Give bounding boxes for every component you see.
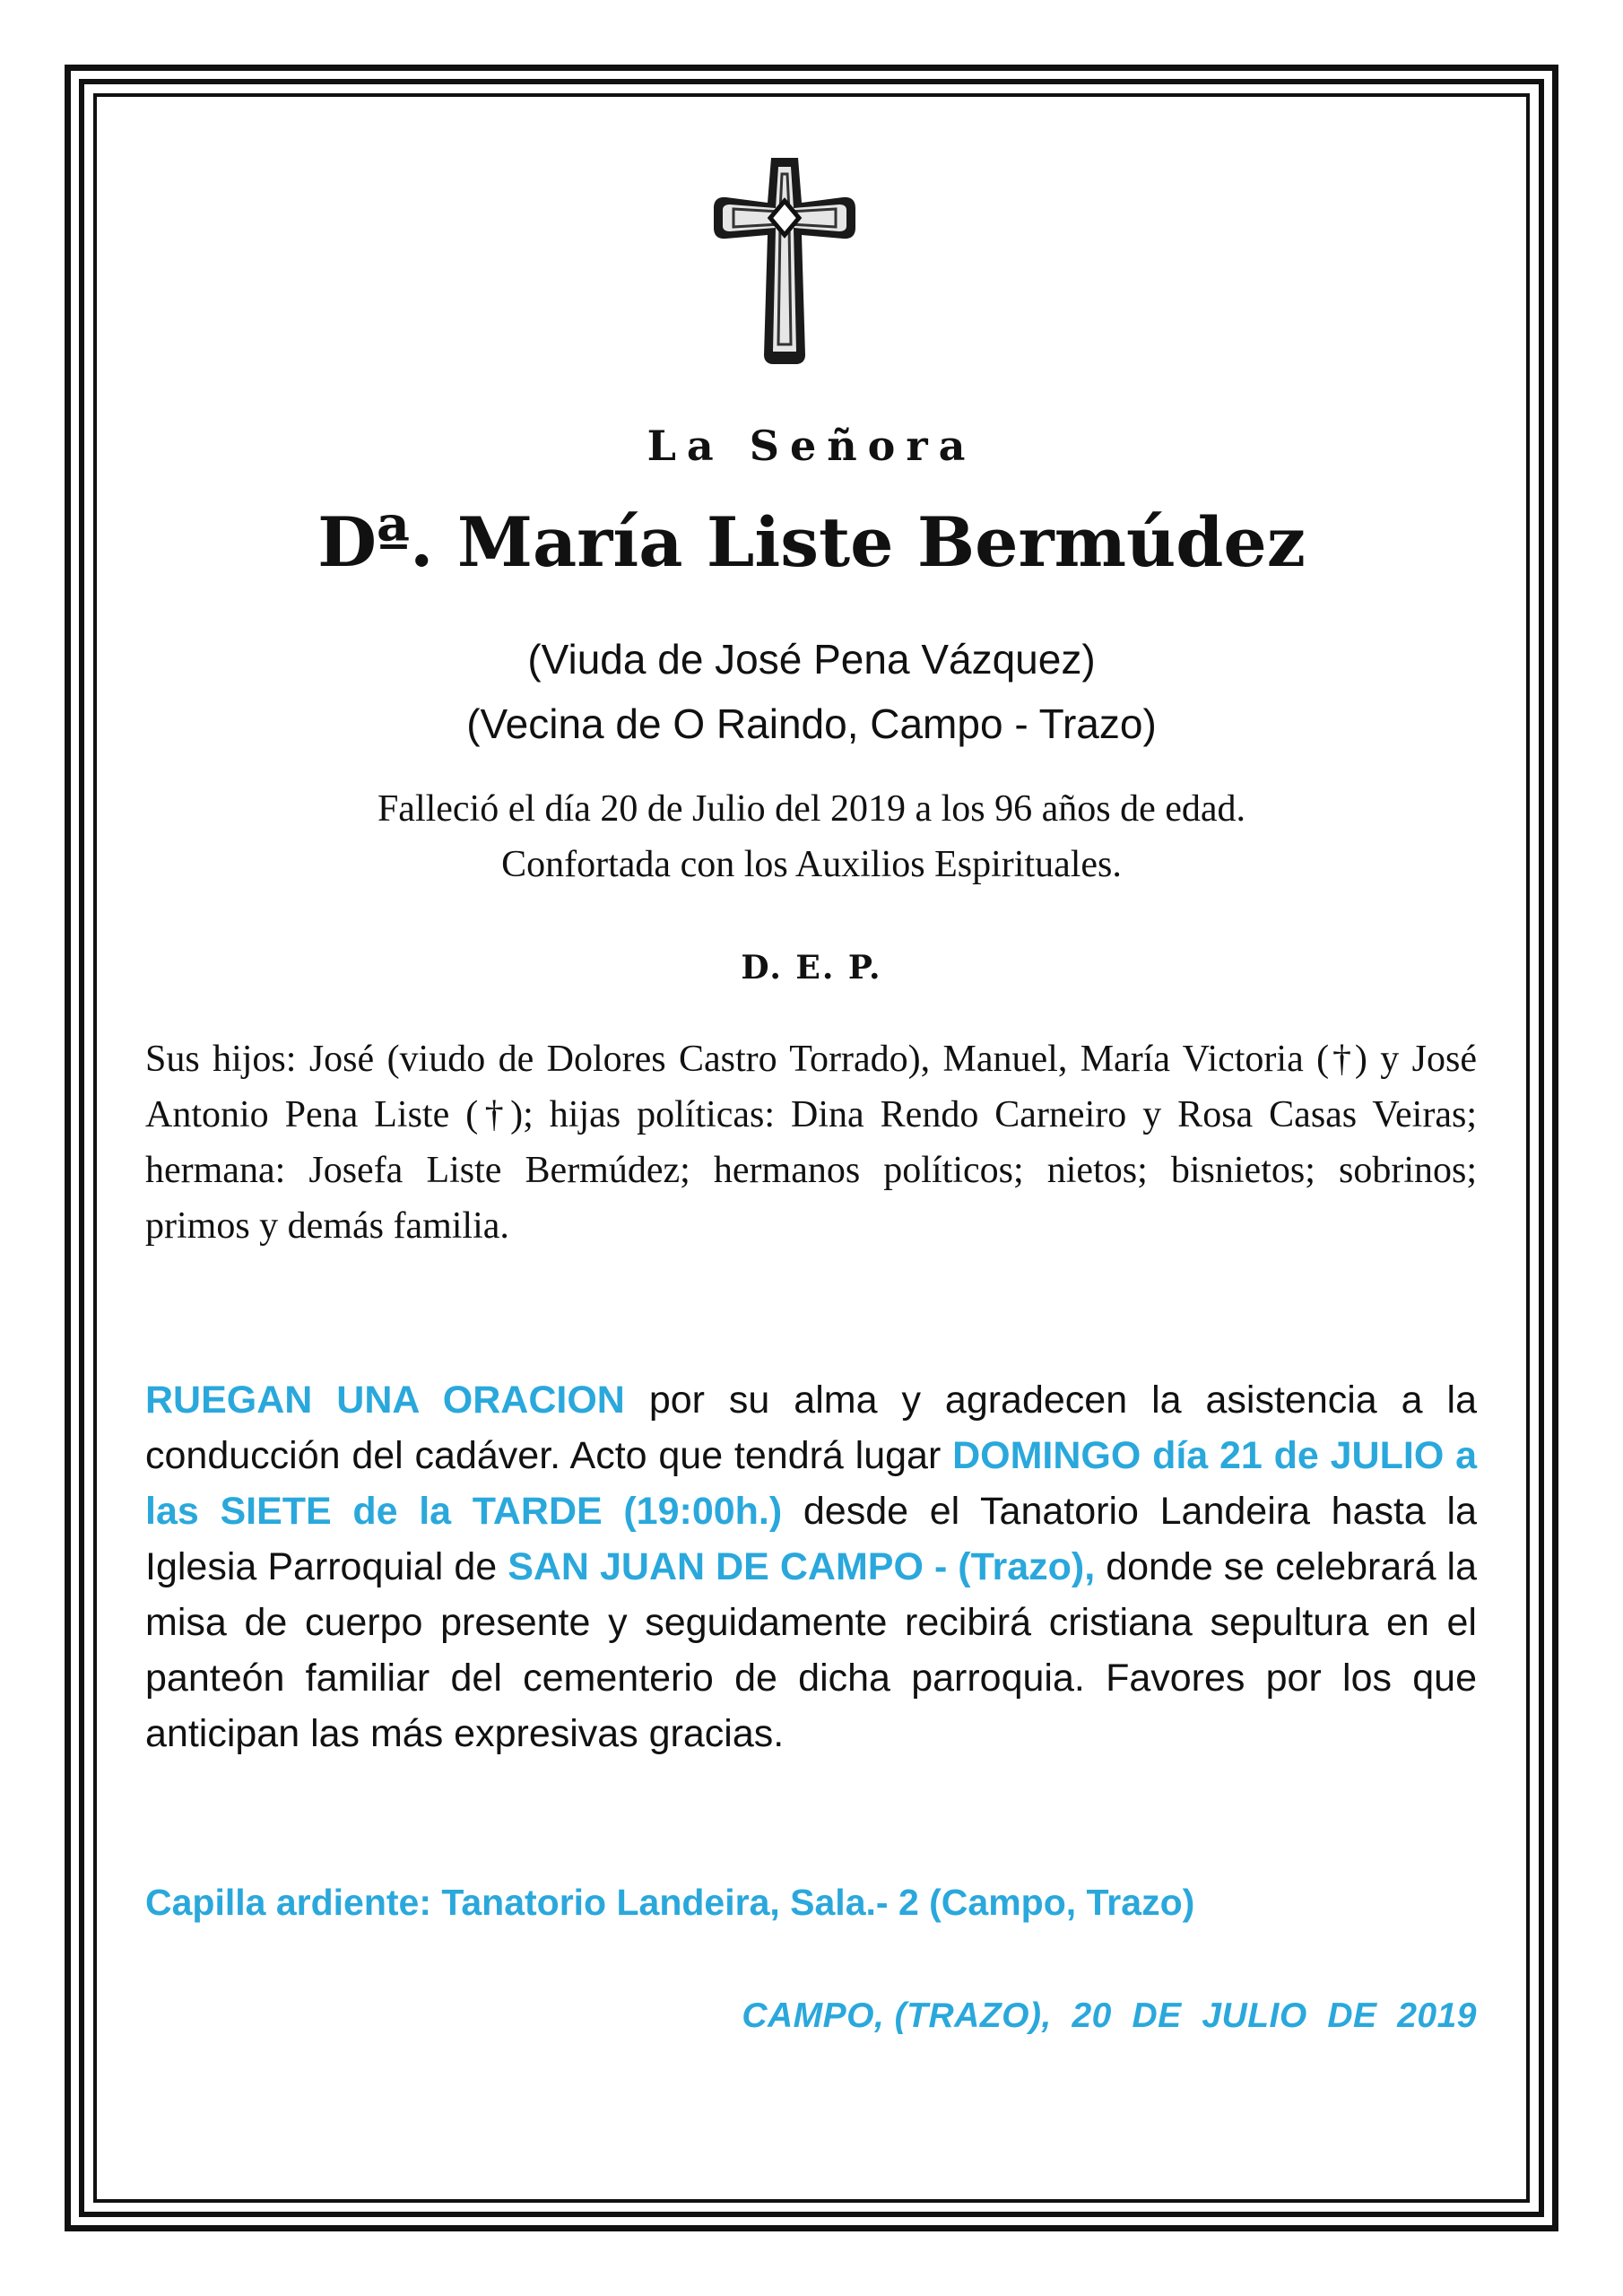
prayer-text-1: por su alma y agradecen la asistencia a la conducción del cadáver. Acto que tendrá lugar xyxy=(145,1378,1477,1477)
prayer-highlight-request: RUEGAN UNA ORACION xyxy=(145,1378,625,1422)
family-paragraph: Sus hijos: José (viudo de Dolores Castro Torrado), Manuel, María Victoria (†) y José Antonio Pena Liste (†); hijas políticas: Dina Rendo Carneiro y Rosa Casas Veiras; hermana: Josefa Liste Bermúdez; hermanos políticos; nietos; bisnietos; sobrinos; primos y demás familia. xyxy=(145,1039,1477,1247)
death-date-line: Falleció el día 20 de Julio del 2019 a los 96 años de edad. xyxy=(377,788,1246,830)
cross-icon xyxy=(708,152,861,368)
prayer-paragraph xyxy=(145,1372,1477,1761)
heading-la-senora: La Señora xyxy=(647,422,976,470)
prayer-highlight-church: SAN JUAN DE CAMPO - (Trazo), xyxy=(508,1545,1096,1588)
comfort-line: Confortada con los Auxilios Espirituales. xyxy=(501,844,1122,885)
prayer-text-2: desde el Tanatorio Landeira hasta la Iglesia Parroquial de xyxy=(145,1490,1477,1588)
residence-line: (Vecina de O Raindo, Campo - Trazo) xyxy=(466,700,1157,747)
prayer-text-3: donde se celebrará la misa de cuerpo presente y seguidamente recibirá cristiana sepultura en el panteón familiar del cementerio de dicha parroquia. Favores por los que anticipan las más expresivas gracias. xyxy=(145,1545,1477,1755)
widow-of-line: (Viuda de José Pena Vázquez) xyxy=(527,636,1096,683)
funeral-chapel-line: Capilla ardiente: Tanatorio Landeira, Sala.- 2 (Campo, Trazo) xyxy=(145,1882,1195,1923)
dep-abbreviation: D. E. P. xyxy=(741,949,882,987)
prayer-highlight-datetime: DOMINGO día 21 de JULIO a las SIETE de la TARDE (19:00h.) xyxy=(145,1434,1477,1533)
deceased-name: Dª. María Liste Bermúdez xyxy=(317,502,1306,582)
place-and-date: CAMPO, (TRAZO), 20 DE JULIO DE 2019 xyxy=(742,1996,1477,2035)
